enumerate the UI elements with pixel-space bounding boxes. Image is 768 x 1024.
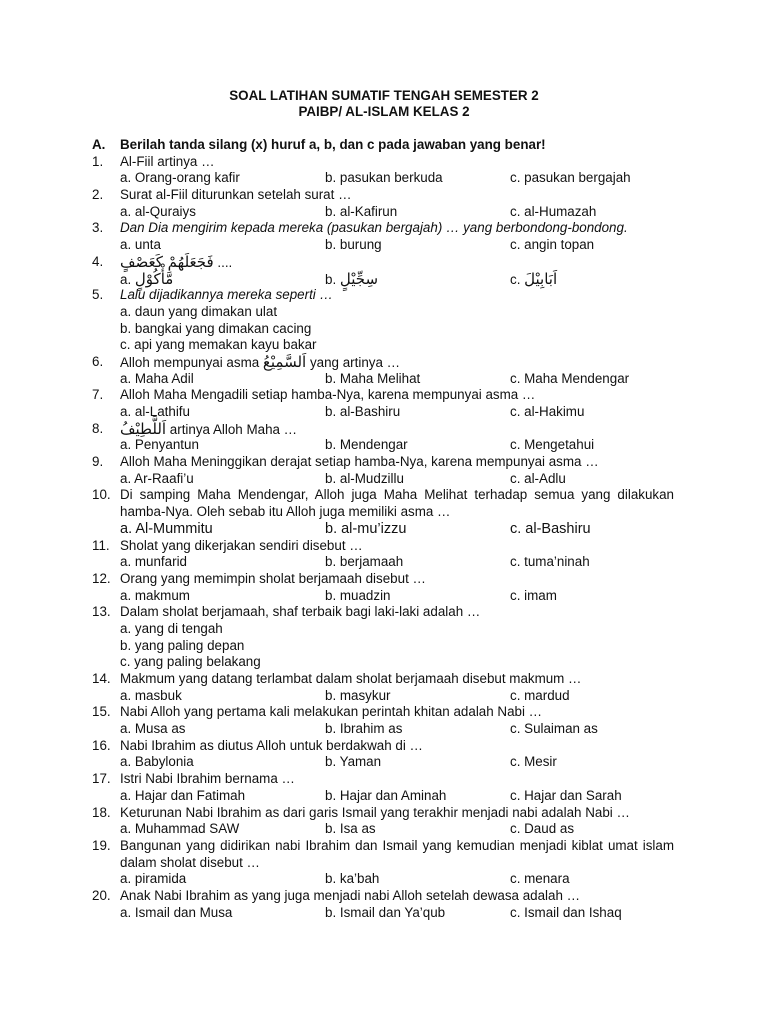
question-number: 9. — [92, 454, 104, 470]
question-9 — [0, 454, 768, 471]
question-number: 10. — [92, 487, 111, 503]
option-b: b. Ibrahim as — [325, 721, 403, 737]
question-18 — [0, 805, 768, 822]
option-letter: a. — [120, 271, 132, 287]
arabic-text: سِجِّيْلٍ — [339, 269, 379, 288]
question-2 — [0, 187, 768, 204]
option-b: b. al-Bashiru — [325, 404, 401, 419]
question-4 — [0, 254, 768, 271]
instruction-text: Berilah tanda silang (x) huruf a, b, dan c pada jawaban yang benar! — [120, 137, 546, 152]
options-17 — [0, 788, 768, 805]
options-3 — [0, 237, 768, 254]
arabic-text: مَّأْكُوْلٍ — [134, 269, 174, 288]
option-a: a. Musa as — [120, 721, 186, 737]
question-number: 8. — [92, 420, 104, 436]
question-number: 20. — [92, 887, 111, 903]
section-instruction — [0, 137, 768, 154]
question-number: 6. — [92, 353, 104, 369]
option-a: a. daun yang dimakan ulat — [120, 303, 278, 319]
option-b: b. al-mu’izzu — [325, 520, 407, 537]
option-a: a. Babylonia — [120, 754, 194, 770]
options-1 — [0, 170, 768, 187]
option-a — [120, 271, 173, 289]
option-a: a. Ismail dan Musa — [120, 904, 233, 920]
question-text: Alloh Maha Mengadili setiap hamba-Nya, karena mempunyai asma … — [120, 387, 536, 403]
option-a: a. al-Quraiys — [120, 203, 196, 219]
question-number: 11. — [92, 537, 110, 553]
option-c: c. Hajar dan Sarah — [510, 787, 622, 803]
question-number: 16. — [92, 737, 111, 753]
worksheet-title: SOAL LATIHAN SUMATIF TENGAH SEMESTER 2 — [229, 88, 539, 103]
option-b: b. Ismail dan Ya’qub — [325, 904, 446, 920]
options-6 — [0, 371, 768, 388]
question-8 — [0, 421, 768, 438]
options-12 — [0, 588, 768, 605]
option-a: a. masbuk — [120, 687, 182, 703]
worksheet-subtitle: PAIBP/ AL-ISLAM KELAS 2 — [298, 104, 470, 119]
question-15 — [0, 704, 768, 721]
option-5c-row — [0, 337, 768, 354]
question-20 — [0, 888, 768, 905]
option-c: c. menara — [510, 871, 570, 887]
option-c: c. Mesir — [510, 754, 557, 770]
question-number: 5. — [92, 287, 104, 303]
option-b: b. ka’bah — [325, 871, 380, 887]
option-b — [325, 271, 378, 289]
arabic-text: فَجَعَلَهُمْ كَعَصْفٍ — [120, 252, 214, 271]
question-number: 18. — [92, 804, 111, 820]
question-number: 15. — [92, 704, 111, 720]
option-c: c. Maha Mendengar — [510, 370, 630, 386]
question-text: Orang yang memimpin sholat berjamaah disebut … — [120, 570, 426, 586]
option-b: b. yang paling depan — [120, 637, 245, 653]
option-a: a. munfarid — [120, 554, 187, 570]
option-a: a. Hajar dan Fatimah — [120, 787, 246, 803]
arabic-text: اَللَّطِيْفُ — [120, 419, 167, 438]
question-text: Surat al-Fiil diturunkan setelah surat … — [120, 187, 352, 203]
option-13b-row — [0, 638, 768, 655]
options-20 — [0, 905, 768, 922]
option-c: c. al-Adlu — [510, 470, 566, 486]
question-number: 2. — [92, 187, 104, 203]
section-letter: A. — [92, 137, 106, 152]
option-a: a. piramida — [120, 871, 187, 887]
question-text: Alloh Maha Meninggikan derajat setiap hamba-Nya, karena mempunyai asma … — [120, 454, 599, 470]
option-c: c. al-Hakimu — [510, 404, 585, 419]
option-a: a. Orang-orang kafir — [120, 170, 240, 186]
options-8 — [0, 437, 768, 454]
options-18 — [0, 821, 768, 838]
question-text: Di samping Maha Mendengar, Alloh juga Maha Melihat terhadap semua yang dilakukan hamba-Nya. Oleh sebab itu Alloh juga memiliki asma … — [120, 487, 674, 520]
question-text: Dalam sholat berjamaah, shaf terbaik bagi laki-laki adalah … — [120, 604, 481, 620]
option-c: c. pasukan bergajah — [510, 170, 631, 186]
question-text: Al-Fiil artinya … — [120, 153, 215, 169]
option-c: c. api yang memakan kayu bakar — [120, 337, 317, 353]
option-letter: b. — [325, 271, 337, 287]
option-5a-row — [0, 304, 768, 321]
option-c: c. al-Bashiru — [510, 520, 591, 537]
option-b: b. pasukan berkuda — [325, 170, 443, 186]
option-13c-row — [0, 654, 768, 671]
question-text: Nabi Alloh yang pertama kali melakukan perintah khitan adalah Nabi … — [120, 704, 543, 720]
option-b: b. muadzin — [325, 587, 391, 603]
option-a: a. Penyantun — [120, 437, 199, 453]
options-15 — [0, 721, 768, 738]
options-7 — [0, 404, 768, 421]
question-number: 12. — [92, 570, 111, 586]
options-11 — [0, 554, 768, 571]
option-c: c. Sulaiman as — [510, 721, 598, 737]
option-b: b. masykur — [325, 687, 391, 703]
arabic-text: اَلسَّمِيْعُ — [262, 352, 307, 371]
options-9 — [0, 471, 768, 488]
options-2 — [0, 204, 768, 221]
question-text: Lalu dijadikannya mereka seperti … — [120, 287, 333, 303]
option-b: b. burung — [325, 237, 382, 253]
option-b: b. Mendengar — [325, 437, 408, 453]
option-b: b. Isa as — [325, 821, 376, 837]
options-16 — [0, 754, 768, 771]
question-7 — [0, 387, 768, 404]
question-text: Sholat yang dikerjakan sendiri disebut … — [120, 537, 363, 553]
question-list — [0, 137, 768, 921]
question-number: 17. — [92, 771, 111, 787]
option-b: b. berjamaah — [325, 554, 404, 570]
question-11 — [0, 538, 768, 555]
question-text — [120, 354, 400, 372]
question-19 — [0, 838, 768, 871]
option-c: c. imam — [510, 587, 557, 603]
question-13 — [0, 604, 768, 621]
option-c: c. mardud — [510, 687, 570, 703]
question-text-start: Alloh mempunyai asma — [120, 354, 260, 370]
question-text-end: artinya Alloh Maha … — [169, 421, 298, 437]
question-text: Dan Dia mengirim kepada mereka (pasukan bergajah) … yang berbondong-bondong. — [120, 220, 628, 236]
question-blank: .... — [217, 254, 233, 270]
option-b: b. al-Kafirun — [325, 203, 398, 219]
option-c: c. Mengetahui — [510, 437, 595, 453]
question-text: Anak Nabi Ibrahim as yang juga menjadi nabi Alloh setelah dewasa adalah … — [120, 887, 581, 903]
option-b: b. al-Mudzillu — [325, 470, 404, 486]
question-12 — [0, 571, 768, 588]
question-10 — [0, 487, 768, 520]
question-text: Makmum yang datang terlambat dalam sholat berjamaah disebut makmum … — [120, 671, 582, 687]
arabic-text: اَبَابِيْلَ — [524, 269, 558, 288]
option-b: b. Maha Melihat — [325, 370, 421, 386]
option-b: b. Yaman — [325, 754, 382, 770]
question-16 — [0, 738, 768, 755]
option-a: a. Al-Mummitu — [120, 520, 213, 537]
option-b: b. bangkai yang dimakan cacing — [120, 320, 312, 336]
question-number: 19. — [92, 837, 111, 853]
option-c: c. yang paling belakang — [120, 654, 261, 670]
question-number: 13. — [92, 604, 111, 620]
question-1 — [0, 154, 768, 171]
option-c: c. angin topan — [510, 237, 595, 253]
option-b: b. Hajar dan Aminah — [325, 787, 447, 803]
option-c: c. Ismail dan Ishaq — [510, 904, 622, 920]
question-5 — [0, 287, 768, 304]
option-a: a. al-Lathifu — [120, 404, 190, 419]
question-text — [120, 421, 297, 439]
options-19 — [0, 871, 768, 888]
question-text: Istri Nabi Ibrahim bernama … — [120, 771, 295, 787]
question-6 — [0, 354, 768, 371]
option-c: c. al-Humazah — [510, 203, 597, 219]
option-5b-row — [0, 321, 768, 338]
question-text: Keturunan Nabi Ibrahim as dari garis Ismail yang terakhir menjadi nabi adalah Nabi … — [120, 804, 630, 820]
question-number: 4. — [92, 253, 104, 269]
question-14 — [0, 671, 768, 688]
options-4 — [0, 271, 768, 288]
options-14 — [0, 688, 768, 705]
option-c — [510, 271, 557, 289]
question-number: 7. — [92, 387, 104, 403]
question-number: 14. — [92, 671, 111, 687]
option-13a-row — [0, 621, 768, 638]
option-a: a. Ar-Raafi’u — [120, 470, 194, 486]
option-a: a. makmum — [120, 587, 190, 603]
question-3 — [0, 220, 768, 237]
option-a: a. unta — [120, 237, 161, 253]
options-10 — [0, 521, 768, 538]
option-a: a. yang di tengah — [120, 620, 223, 636]
question-number: 3. — [92, 220, 104, 236]
option-c: c. tuma’ninah — [510, 554, 590, 570]
option-letter: c. — [510, 271, 521, 287]
question-text: Bangunan yang didirikan nabi Ibrahim dan Ismail yang kemudian menjadi kiblat umat islam dalam sholat disebut … — [120, 837, 674, 870]
question-text-end: yang artinya … — [309, 354, 401, 370]
option-a: a. Muhammad SAW — [120, 821, 240, 837]
option-c: c. Daud as — [510, 821, 575, 837]
question-text: Nabi Ibrahim as diutus Alloh untuk berdakwah di … — [120, 737, 423, 753]
option-a: a. Maha Adil — [120, 370, 194, 386]
question-17 — [0, 771, 768, 788]
question-number: 1. — [92, 153, 104, 169]
